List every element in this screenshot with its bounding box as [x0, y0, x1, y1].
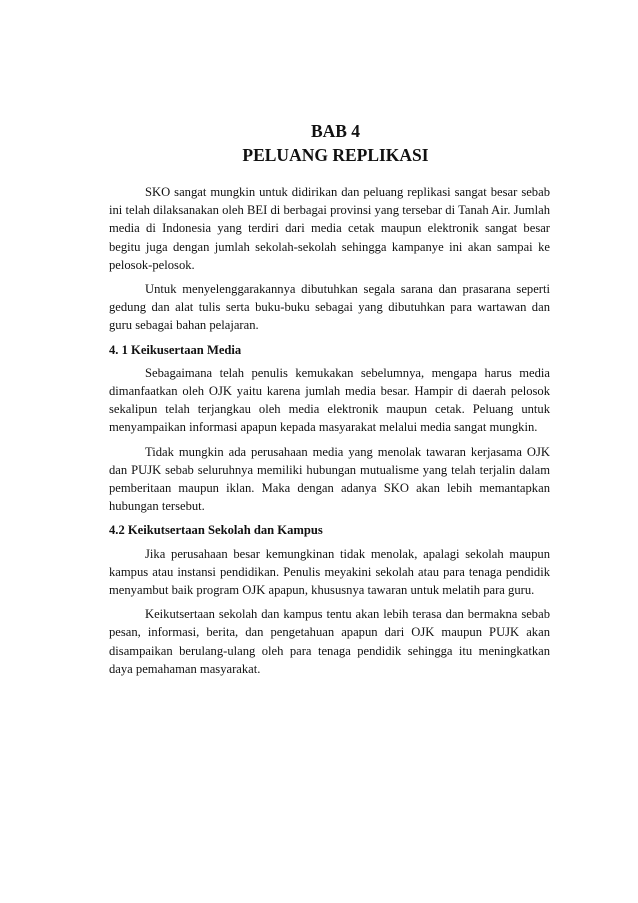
chapter-number: BAB 4	[310, 121, 361, 141]
chapter-heading	[109, 119, 550, 167]
section-paragraph: Sebagaimana telah penulis kemukakan sebelumnya, mengapa harus media dimanfaatkan oleh OJK yaitu karena jumlah media besar. Hampir di daerah pelosok sekalipun telah terjangkau oleh media elektronik maupun cetak. Peluang untuk menyampaikan informasi apapun kepada masyarakat melalui media sangat mungkin.	[109, 365, 550, 435]
section-paragraph: Keikutsertaan sekolah dan kampus tentu akan lebih terasa dan bermakna sebab pesan, informasi, berita, dan pengetahuan apapun dari OJK maupun PUJK akan disampaikan berulang-ulang oleh para tenaga pendidik sehingga itu meningkatkan daya pemahaman masyarakat.	[109, 607, 550, 676]
intro-paragraph: SKO sangat mungkin untuk didirikan dan peluang replikasi sangat besar sebab ini telah dilaksanakan oleh BEI di berbagai provinsi yang tersebar di Tanah Air. Jumlah media di Indonesia yang terdiri dari media cetak maupun elektronik sangat besar begitu juga dengan jumlah sekolah-sekolah sehingga kampanye ini akan sampai ke pelosok-pelosok.	[109, 185, 550, 272]
section-paragraph: Tidak mungkin ada perusahaan media yang menolak tawaran kerjasama OJK dan PUJK sebab seluruhnya memiliki hubungan mutualisme yang telah terjalin dalam pemberitaan maupun iklan. Maka dengan adanya SKO akan lebih memantapkan hubungan tersebut.	[109, 444, 550, 514]
intro-paragraph: Untuk menyelenggarakannya dibutuhkan segala sarana dan prasarana seperti gedung dan alat tulis serta buku-buku sebagai yang dibutuhkan para wartawan dan guru sebagai bahan pelajaran.	[109, 282, 550, 333]
section-paragraph: Jika perusahaan besar kemungkinan tidak menolak, apalagi sekolah maupun kampus atau instansi pendidikan. Penulis meyakini sekolah atau para tenaga pendidik menyambut baik program OJK apapun, khususnya tawaran untuk melatih para guru.	[109, 546, 550, 598]
section-heading: 4. 1 Keikusertaan Media	[109, 342, 242, 357]
chapter-title: PELUANG REPLIKASI	[242, 145, 429, 165]
section-heading: 4.2 Keikutsertaan Sekolah dan Kampus	[109, 523, 323, 538]
page-content	[109, 119, 550, 684]
